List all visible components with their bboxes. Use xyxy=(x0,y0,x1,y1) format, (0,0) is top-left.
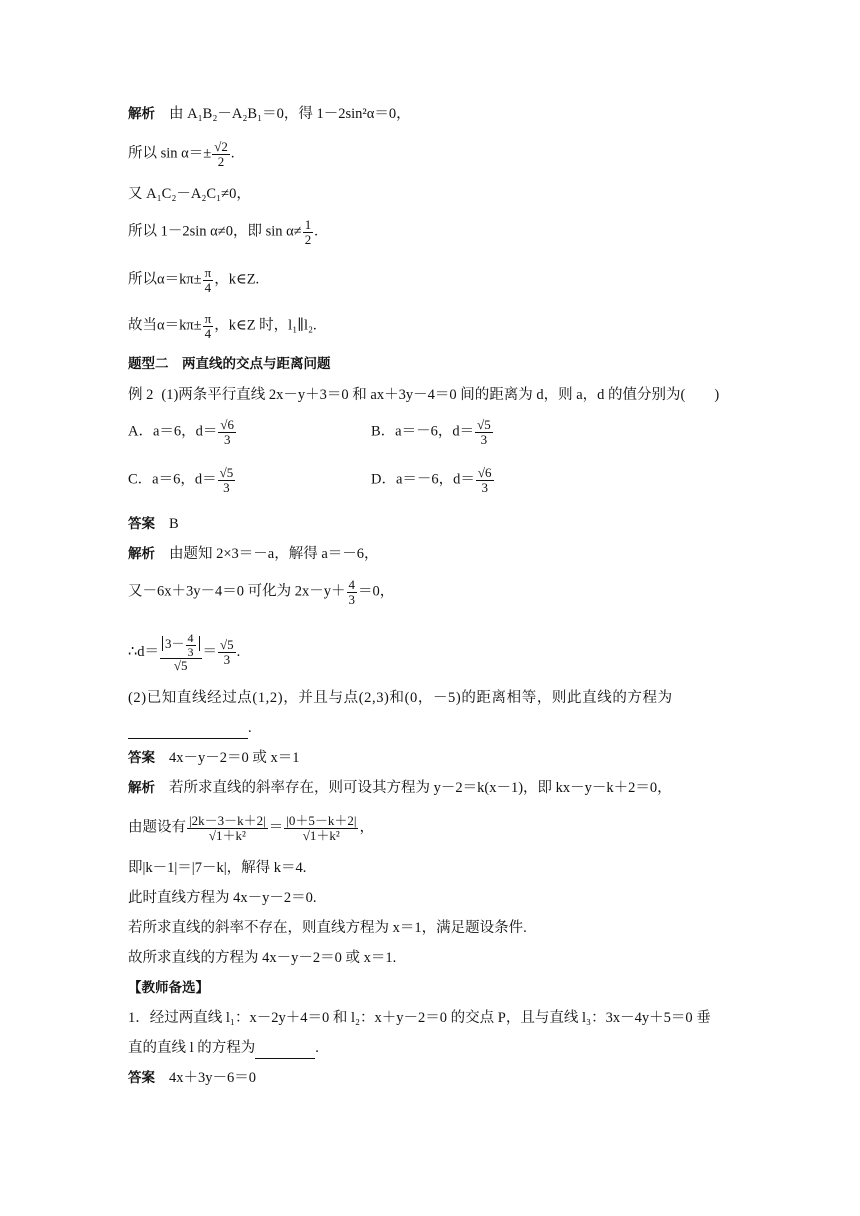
question-2-line2 xyxy=(128,718,252,739)
answer-label: 答案 xyxy=(128,750,155,766)
jiexi1-line2 xyxy=(128,140,235,168)
option-b-text: B．a＝－6，d＝ xyxy=(371,423,475,440)
jiexi1-line5 xyxy=(128,266,259,294)
answer-value: 4x－y－2＝0 或 x＝1 xyxy=(169,750,300,766)
equals-sign: ＝ xyxy=(268,819,284,836)
punct: ， xyxy=(359,819,374,836)
solution-2-line5: 若所求直线的斜率不存在，则直线方程为 x＝1，满足题设条件. xyxy=(128,920,527,936)
distance-fraction xyxy=(160,632,202,673)
fraction-num: √5 xyxy=(477,417,491,432)
fraction-num: |0＋5－k＋2| xyxy=(286,813,357,828)
jiexi1-text6-post: ，k∈Z 时，l₁∥l₂. xyxy=(214,317,317,334)
fraction-den: 4 xyxy=(203,280,214,295)
fraction-den: 3 xyxy=(218,652,236,667)
fraction-num xyxy=(160,632,202,658)
equals-sign: ＝ xyxy=(202,643,217,660)
teacher-section-title: 【教师备选】 xyxy=(128,980,209,996)
solution-1-line2 xyxy=(128,578,394,606)
fraction-den: 2 xyxy=(304,231,312,247)
fraction xyxy=(203,266,214,294)
fraction-den: 3 xyxy=(476,480,494,495)
teacher-question-line2 xyxy=(128,1038,319,1059)
fraction-den: √1＋k² xyxy=(284,828,358,843)
fraction-num: π xyxy=(204,265,212,280)
punct: . xyxy=(236,643,241,660)
fraction xyxy=(475,418,493,446)
fraction-den: 3 xyxy=(218,432,236,447)
solution-text: ∴d＝ xyxy=(128,643,159,660)
jiexi-label: 解析 xyxy=(128,780,155,796)
fraction xyxy=(218,418,236,446)
answer-label: 答案 xyxy=(128,516,155,532)
fraction-num: 1 xyxy=(304,217,312,232)
solution-2-line3: 即|k－1|＝|7－k|，解得 k＝4. xyxy=(128,860,307,876)
teacher-answer xyxy=(128,1068,256,1088)
jiexi1-text4: 所以 1－2sin α≠0，即 sin α≠ xyxy=(128,223,302,240)
punct: . xyxy=(230,145,235,162)
fraction xyxy=(476,466,494,494)
jiexi1-text1: 由 A₁B₂－A₂B₁＝0，得 1－2sin²α＝0， xyxy=(169,106,411,122)
jiexi1-line6 xyxy=(128,312,317,340)
fraction-num: √5 xyxy=(219,465,234,480)
option-a-text: A．a＝6，d＝ xyxy=(128,423,218,440)
answer-label: 答案 xyxy=(128,1070,155,1086)
answer-value: B xyxy=(169,516,179,532)
section-title: 题型二 两直线的交点与距离问题 xyxy=(128,356,331,372)
abs-inner-text: 3－ xyxy=(164,636,185,652)
fraction xyxy=(203,312,214,340)
option-a xyxy=(128,418,237,446)
fraction xyxy=(303,218,314,246)
option-d-text: D．a＝－6，d＝ xyxy=(371,471,475,488)
question-2-line1: (2)已知直线经过点(1,2)，并且与点(2,3)和(0，－5)的距离相等，则此直线的方程为 xyxy=(128,690,673,706)
fraction xyxy=(347,578,358,606)
fraction-num: √2 xyxy=(214,139,228,154)
answer-1 xyxy=(128,514,179,534)
fraction xyxy=(186,632,196,658)
fraction-num: √5 xyxy=(220,637,234,653)
fraction xyxy=(212,140,230,168)
fraction xyxy=(218,466,236,494)
jiexi1-text5-post: ，k∈Z. xyxy=(214,271,260,288)
solution-text: 由题设有 xyxy=(128,819,186,836)
solution-text: 又－6x＋3y－4＝0 可化为 2x－y＋ xyxy=(128,583,346,600)
option-c xyxy=(128,466,236,494)
solution-text-post: ＝0， xyxy=(358,583,395,600)
solution-2-line6: 故所求直线的方程为 4x－y－2＝0 或 x＝1. xyxy=(128,950,397,966)
answer-2 xyxy=(128,748,300,768)
answer-value: 4x＋3y－6＝0 xyxy=(169,1070,256,1086)
option-c-text: C．a＝6，d＝ xyxy=(128,471,217,488)
punct: . xyxy=(314,223,318,240)
option-b xyxy=(371,418,494,446)
jiexi1-line1 xyxy=(128,104,411,124)
answer-blank[interactable] xyxy=(128,718,248,739)
fraction xyxy=(218,638,236,666)
fraction-num: √6 xyxy=(477,465,492,480)
fraction-num: π xyxy=(204,311,212,326)
fraction-num: √6 xyxy=(220,417,235,432)
absolute-value xyxy=(162,631,200,659)
fraction-den: 3 xyxy=(218,480,236,495)
punct: . xyxy=(248,720,252,736)
fraction-den: 3 xyxy=(475,432,493,447)
jiexi1-line4 xyxy=(128,218,318,246)
fraction-den: 3 xyxy=(187,644,194,659)
solution-text: 由题知 2×3＝－a，解得 a＝－6， xyxy=(169,546,379,562)
solution-2-line4: 此时直线方程为 4x－y－2＝0. xyxy=(128,890,317,906)
jiexi1-text5: 所以α＝kπ± xyxy=(128,271,202,288)
question-text: (1)两条平行直线 2x－y＋3＝0 和 ax＋3y－4＝0 间的距离为 d，则 a，d 的值分别为( ) xyxy=(161,387,720,403)
jiexi1-text6: 故当α＝kπ± xyxy=(128,317,202,334)
fraction-num: |2k－3－k＋2| xyxy=(189,813,266,828)
question-text: 直的直线 l 的方程为 xyxy=(128,1040,256,1056)
jiexi-label: 解析 xyxy=(128,546,155,562)
jiexi1-text2: 所以 sin α＝± xyxy=(128,145,212,162)
fraction-den: √5 xyxy=(160,658,202,673)
solution-1-line3 xyxy=(128,632,240,673)
teacher-question-line1: 1．经过两直线 l₁：x－2y＋4＝0 和 l₂：x＋y－2＝0 的交点 P，且与直线 l₃：3x－4y＋5＝0 垂 xyxy=(128,1010,711,1026)
jiexi-label: 解析 xyxy=(128,106,155,122)
fraction xyxy=(187,814,268,842)
fraction-num: 4 xyxy=(348,577,355,592)
solution-2-line2 xyxy=(128,814,374,842)
jiexi1-line3: 又 A₁C₂－A₂C₁≠0， xyxy=(128,186,251,202)
fraction-den: √1＋k² xyxy=(187,828,268,843)
fraction-num: 4 xyxy=(187,631,194,645)
punct: . xyxy=(315,1040,319,1056)
fraction-den: 3 xyxy=(348,591,355,607)
fraction-den: 2 xyxy=(212,154,230,169)
example-label: 例 2 xyxy=(128,387,154,403)
example2-question1 xyxy=(128,385,719,405)
option-d xyxy=(371,466,495,494)
answer-blank[interactable] xyxy=(255,1038,315,1059)
solution-text: 若所求直线的斜率存在，则可设其方程为 y－2＝k(x－1)，即 kx－y－k＋2＝0， xyxy=(169,780,672,796)
fraction xyxy=(284,814,358,842)
solution-2-line1 xyxy=(128,778,672,798)
fraction-den: 4 xyxy=(203,326,214,341)
solution-1-line1 xyxy=(128,544,379,564)
